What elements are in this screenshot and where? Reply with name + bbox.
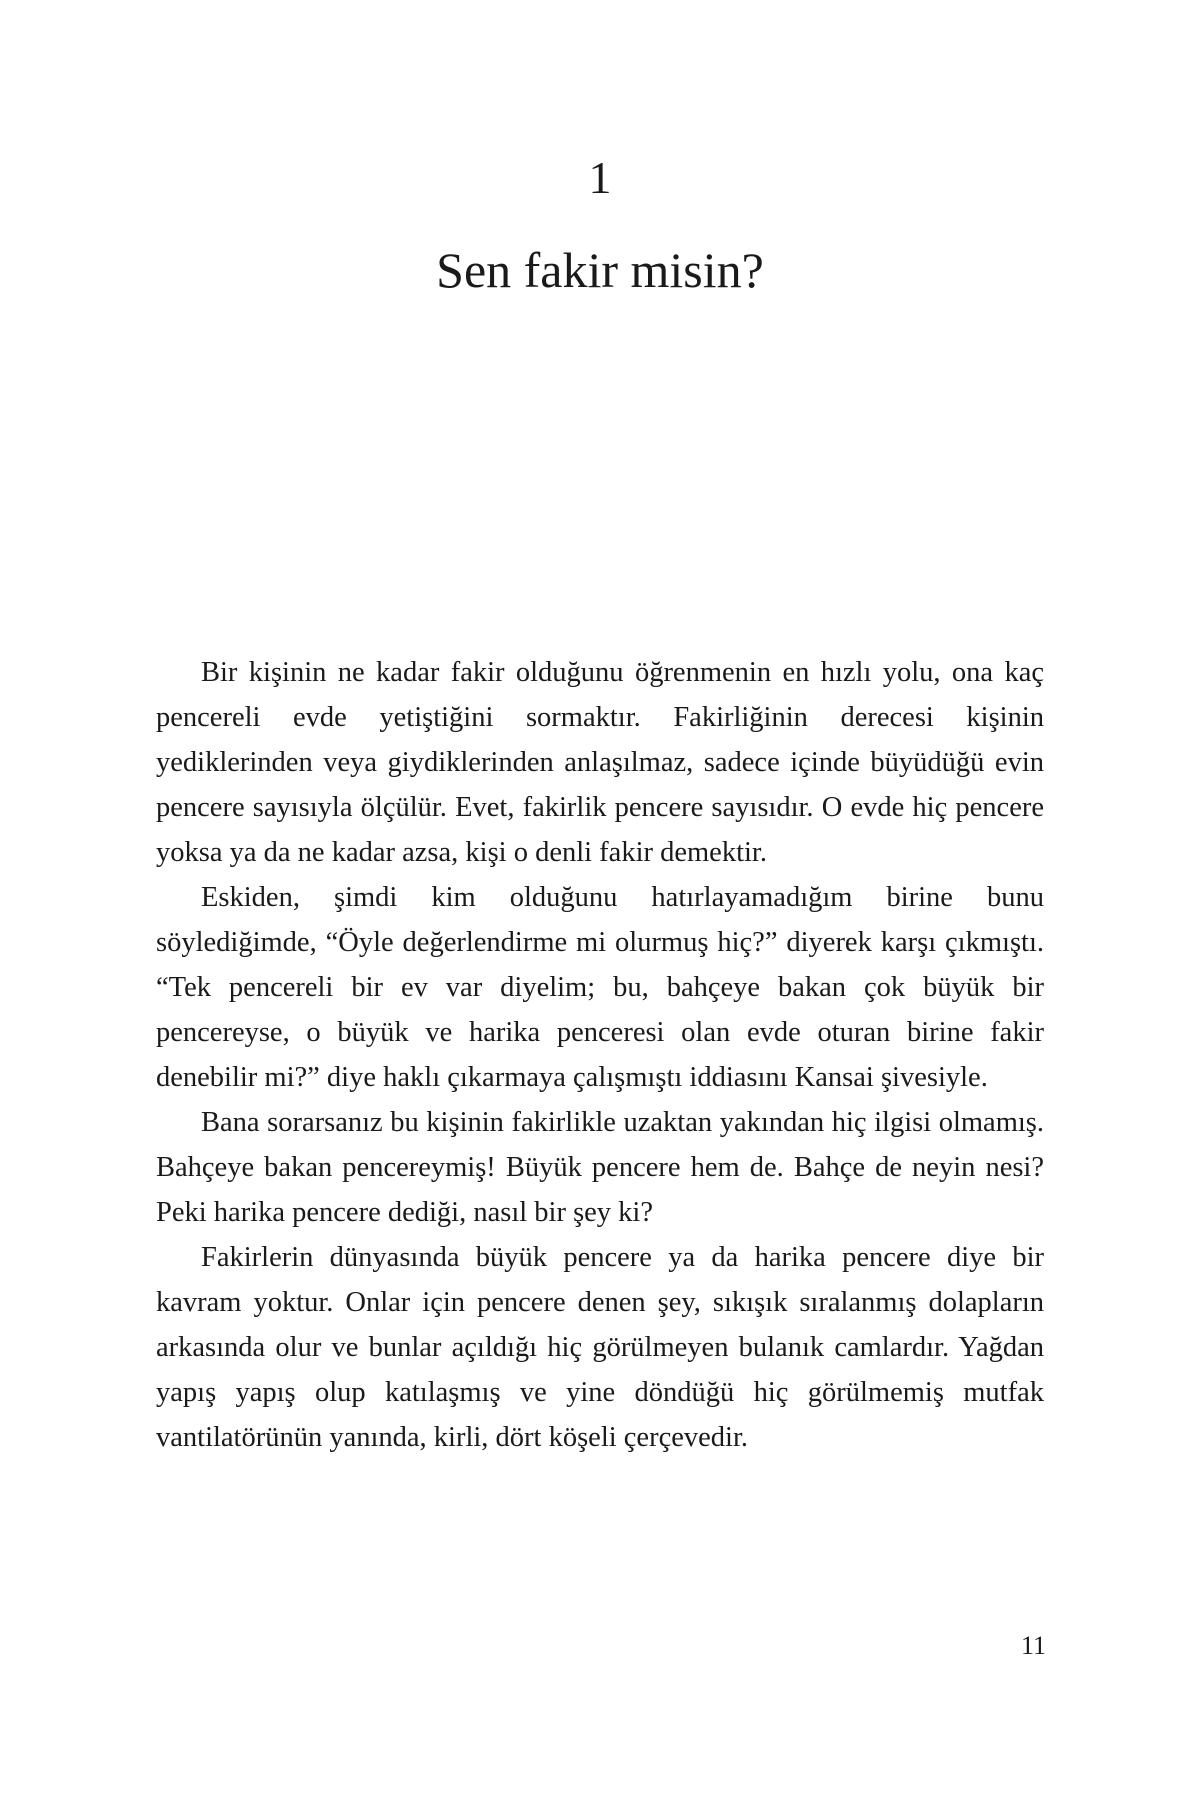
chapter-number: 1 — [588, 152, 612, 203]
paragraph: Fakirlerin dünyasında büyük pencere ya da harika pencere diye bir kavram yoktur. Onlar için pencere denen şey, sıkışık sıralanmış dolapların arkasında olur ve bunlar açıldığı hiç görülmeyen bulanık camlardır. Yağdan yapış yapış olup katılaşmış ve yine döndüğü hiç görülmemiş mutfak vantilatörünün yanında, kirli, dört köşeli çerçevedir. — [156, 1242, 1044, 1453]
paragraph: Bana sorarsanız bu kişinin fakirlikle uzaktan yakından hiç ilgisi olmamış. Bahçeye bakan pencereymiş! Büyük pencere hem de. Bahçe de neyin nesi? Peki harika pencere dediği, nasıl bir şey ki? — [156, 1107, 1044, 1228]
paragraph: Bir kişinin ne kadar fakir olduğunu öğrenmenin en hızlı yolu, ona kaç pencereli evde yetiştiğini sormaktır. Fakirliğinin derecesi kişinin yediklerinden veya giydiklerinden anlaşılmaz, sadece içinde büyüdüğü evin pencere sayısıyla ölçülür. Evet, fakirlik pencere sayısıdır. O evde hiç pencere yoksa ya da ne kadar azsa, kişi o denli fakir demektir. — [156, 657, 1044, 868]
paragraph: Eskiden, şimdi kim olduğunu hatırlayamadığım birine bunu söylediğimde, “Öyle değerlendirme mi olurmuş hiç?” diyerek karşı çıkmıştı. “Tek pencereli bir ev var diyelim; bu, bahçeye bakan çok büyük bir pencereyse, o büyük ve harika penceresi olan evde oturan birine fakir denebilir mi?” diye haklı çıkarmaya çalışmıştı iddiasını Kansai şivesiyle. — [156, 882, 1044, 1093]
chapter-title: Sen fakir misin? — [436, 242, 764, 298]
body-text — [156, 650, 1044, 1460]
page-number: 11 — [1020, 1631, 1046, 1660]
